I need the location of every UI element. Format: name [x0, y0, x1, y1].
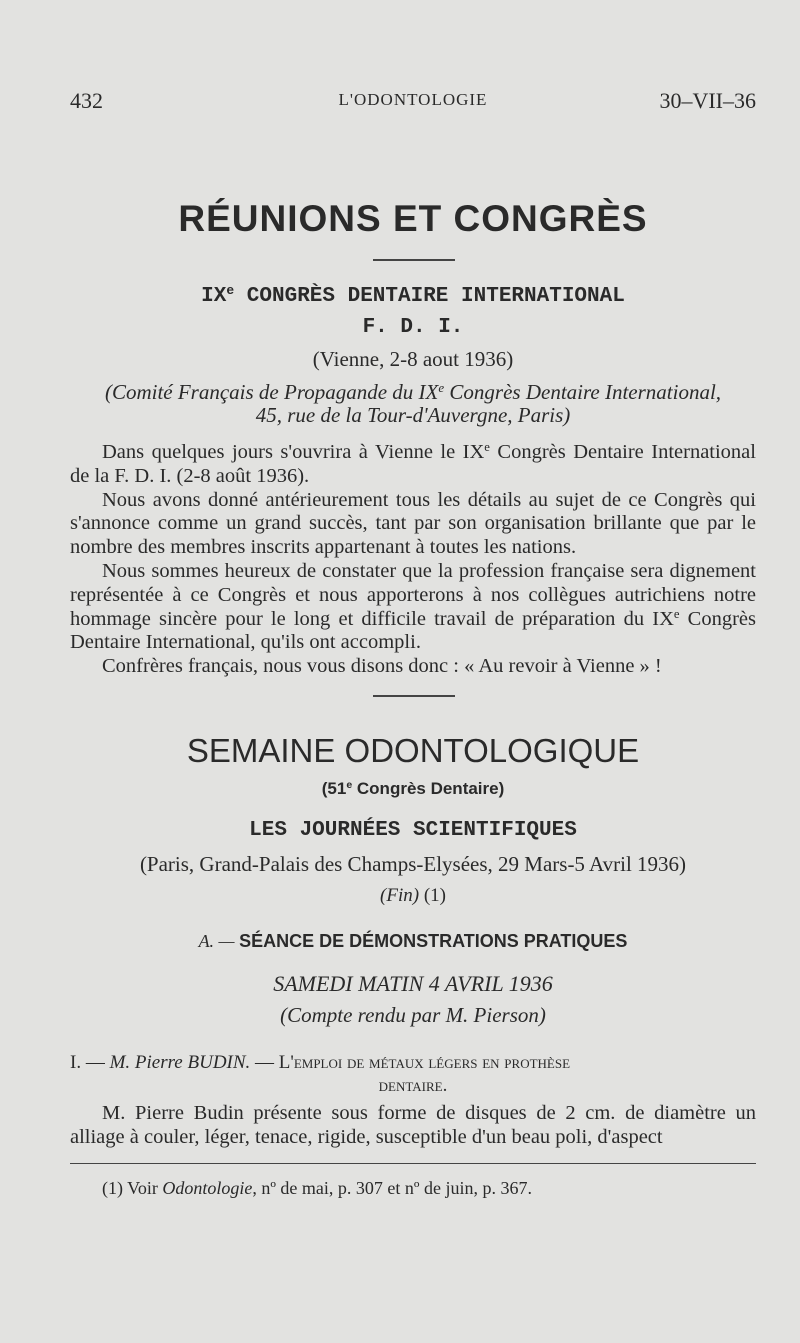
page-number: 432 [70, 88, 103, 113]
paragraph: Dans quelques jours s'ouvrira à Vienne le IXe Congrès Dentaire International de la F. D. I. (2-8 août 1936). [70, 440, 756, 487]
title-divider [373, 259, 455, 261]
item-heading-continued: dentaire. [378, 1075, 448, 1096]
section-divider [373, 695, 455, 697]
section2-subtitle: (51e Congrès Dentaire) [321, 779, 505, 798]
section1-body [70, 441, 756, 679]
journees-location: (Paris, Grand-Palais des Champs-Elysées, 29 Mars-5 Avril 1936) [139, 852, 687, 876]
congress-location: (Vienne, 2-8 aout 1936) [312, 347, 514, 371]
footnote-divider [70, 1163, 756, 1164]
seance-heading: A. — SÉANCE DE DÉMONSTRATIONS PRATIQUES [198, 931, 628, 951]
report-author: (Compte rendu par M. Pierson) [280, 1003, 546, 1027]
paragraph: M. Pierre Budin présente sous forme de disques de 2 cm. de diamètre un alliage à couler, léger, tenace, rigide, susceptible d'un beau poli, d'aspect [70, 1102, 756, 1148]
paragraph: Nous avons donné antérieurement tous les détails au sujet de ce Congrès qui s'annonce comme un grand succès, tant par son organisation brillante que par le nombre des membres inscrits appartenant à toutes les nations. [70, 488, 756, 559]
paragraph: Confrères français, nous vous disons donc : « Au revoir à Vienne » ! [102, 655, 662, 678]
congress-heading: IXe CONGRÈS DENTAIRE INTERNATIONAL [201, 282, 625, 308]
section2-body [70, 1102, 756, 1150]
journees-heading: LES JOURNÉES SCIENTIFIQUES [249, 819, 577, 842]
fdi-heading: F. D. I. [362, 316, 464, 339]
issue-date: 30–VII–36 [659, 88, 756, 113]
item-heading: I. — M. Pierre BUDIN. — L'emploi de métaux légers en prothèse dentaire. [70, 1051, 756, 1097]
paragraph: Nous sommes heureux de constater que la profession française sera dignement représentée à ce Congrès et nous apporterons à nos collègues autrichiens notre hommage sincère pour le long et difficile travail de préparation du IXe Congrès Dentaire International, qu'ils ont accompli. [70, 559, 756, 654]
session-date: SAMEDI MATIN 4 AVRIL 1936 [273, 971, 553, 996]
fin-note: (Fin) (1) [380, 885, 446, 906]
section-title: RÉUNIONS ET CONGRÈS [178, 198, 648, 239]
footnote: (1) Voir Odontologie, nº de mai, p. 307 et nº de juin, p. 367. [102, 1178, 532, 1198]
committee-line-1: (Comité Français de Propagande du IXe Congrès Dentaire International, [104, 379, 722, 404]
committee-line-2: 45, rue de la Tour-d'Auvergne, Paris) [255, 403, 571, 427]
journal-name: L'ODONTOLOGIE [338, 90, 488, 109]
section2-title: SEMAINE ODONTOLOGIQUE [186, 732, 640, 769]
